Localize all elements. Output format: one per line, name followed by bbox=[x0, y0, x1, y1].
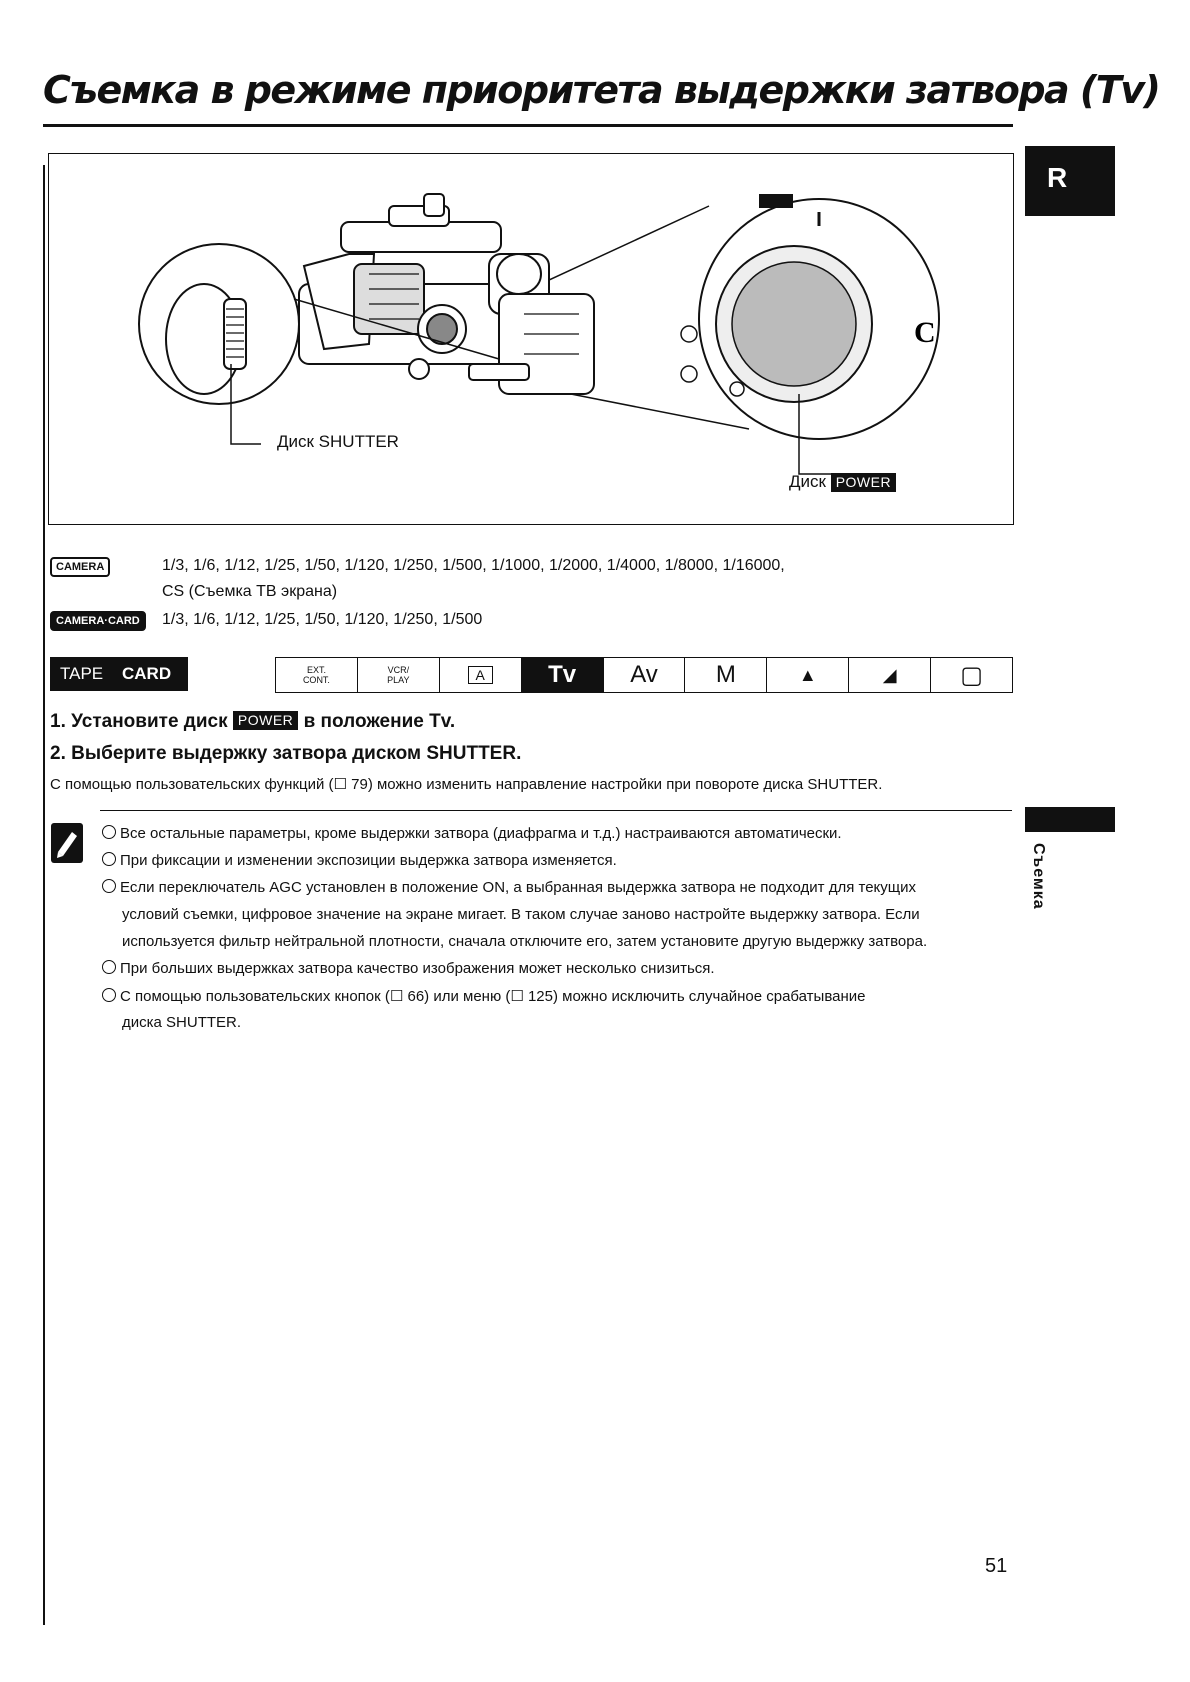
mode-spotlight-icon: ▲ bbox=[766, 658, 848, 692]
notes-divider bbox=[100, 810, 1012, 811]
note-item-continued: диска SHUTTER. bbox=[122, 1014, 242, 1031]
note-item: При больших выдержках затвора качество изображения может несколько снизиться. bbox=[102, 960, 715, 977]
tape-label: TAPE bbox=[60, 664, 104, 683]
note-item-continued: используется фильтр нейтральной плотности, сначала отключите его, затем установите другую выдержку затвора. bbox=[122, 933, 928, 950]
note-item: Если переключатель AGC установлен в положение ON, а выбранная выдержка затвора не подходит для текущих bbox=[102, 879, 916, 896]
side-index-bar bbox=[1025, 807, 1115, 832]
page-number: 51 bbox=[985, 1555, 1008, 1577]
mode-vcr-play: VCR/ PLAY bbox=[357, 658, 439, 692]
note-item-continued: условий съемки, цифровое значение на экране мигает. В таком случае заново настройте выдержку затвора. Если bbox=[122, 906, 920, 923]
title-underline bbox=[43, 124, 1013, 127]
power-tag: POWER bbox=[831, 473, 896, 492]
note-item: С помощью пользовательских кнопок (☐ 66) или меню (☐ 125) можно исключить случайное срабатывание bbox=[102, 987, 865, 1005]
note-pencil-icon bbox=[50, 822, 84, 864]
shutter-dial-label: Диск SHUTTER bbox=[277, 432, 399, 451]
card-label: CARD bbox=[122, 664, 172, 683]
power-dial-label: Диск POWER bbox=[789, 472, 896, 492]
mode-m: M bbox=[684, 658, 766, 692]
left-margin-rule bbox=[43, 165, 45, 1625]
camera-speeds-cs: CS (Съемка ТВ экрана) bbox=[162, 583, 338, 600]
svg-text:C: C bbox=[914, 316, 936, 349]
mode-tv: Tv bbox=[521, 658, 603, 692]
step-1: 1. Установите диск POWER в положение Tv. bbox=[50, 711, 456, 732]
step-2-note: С помощью пользовательских функций (☐ 79) можно изменить направление настройки при повороте диска SHUTTER. bbox=[50, 776, 883, 793]
mode-custom-icon: ▢ bbox=[930, 658, 1012, 692]
camera-speeds: 1/3, 1/6, 1/12, 1/25, 1/50, 1/120, 1/250, 1/500, 1/1000, 1/2000, 1/4000, 1/8000, 1/16000, bbox=[162, 557, 785, 574]
mode-ext-cont: EXT. CONT. bbox=[302, 665, 330, 685]
camera-illustration bbox=[48, 153, 1014, 525]
step-2: 2. Выберите выдержку затвора диском SHUTTER. bbox=[50, 743, 522, 764]
camera-card-speeds: 1/3, 1/6, 1/12, 1/25, 1/50, 1/120, 1/250, 1/500 bbox=[162, 611, 483, 628]
camcorder-drawing bbox=[49, 154, 1013, 524]
media-indicator bbox=[50, 657, 188, 691]
camera-mode-badge: CAMERA bbox=[50, 557, 110, 577]
mode-night-icon: ◢ bbox=[848, 658, 930, 692]
page-title: Съемка в режиме приоритета выдержки затвора (Tv) bbox=[43, 68, 1160, 112]
section-tab: R bbox=[1025, 146, 1115, 216]
side-index-label: Съемка bbox=[1030, 843, 1047, 910]
camera-card-mode-badge: CAMERA·CARD bbox=[50, 611, 146, 631]
mode-av: Av bbox=[603, 658, 685, 692]
note-item: При фиксации и изменении экспозиции выдержка затвора изменяется. bbox=[102, 852, 617, 869]
power-tag: POWER bbox=[233, 711, 298, 730]
note-item: Все остальные параметры, кроме выдержки затвора (диафрагма и т.д.) настраиваются автоматически. bbox=[102, 825, 842, 842]
mode-dial-row bbox=[275, 657, 1013, 693]
mode-auto: A bbox=[439, 658, 521, 692]
